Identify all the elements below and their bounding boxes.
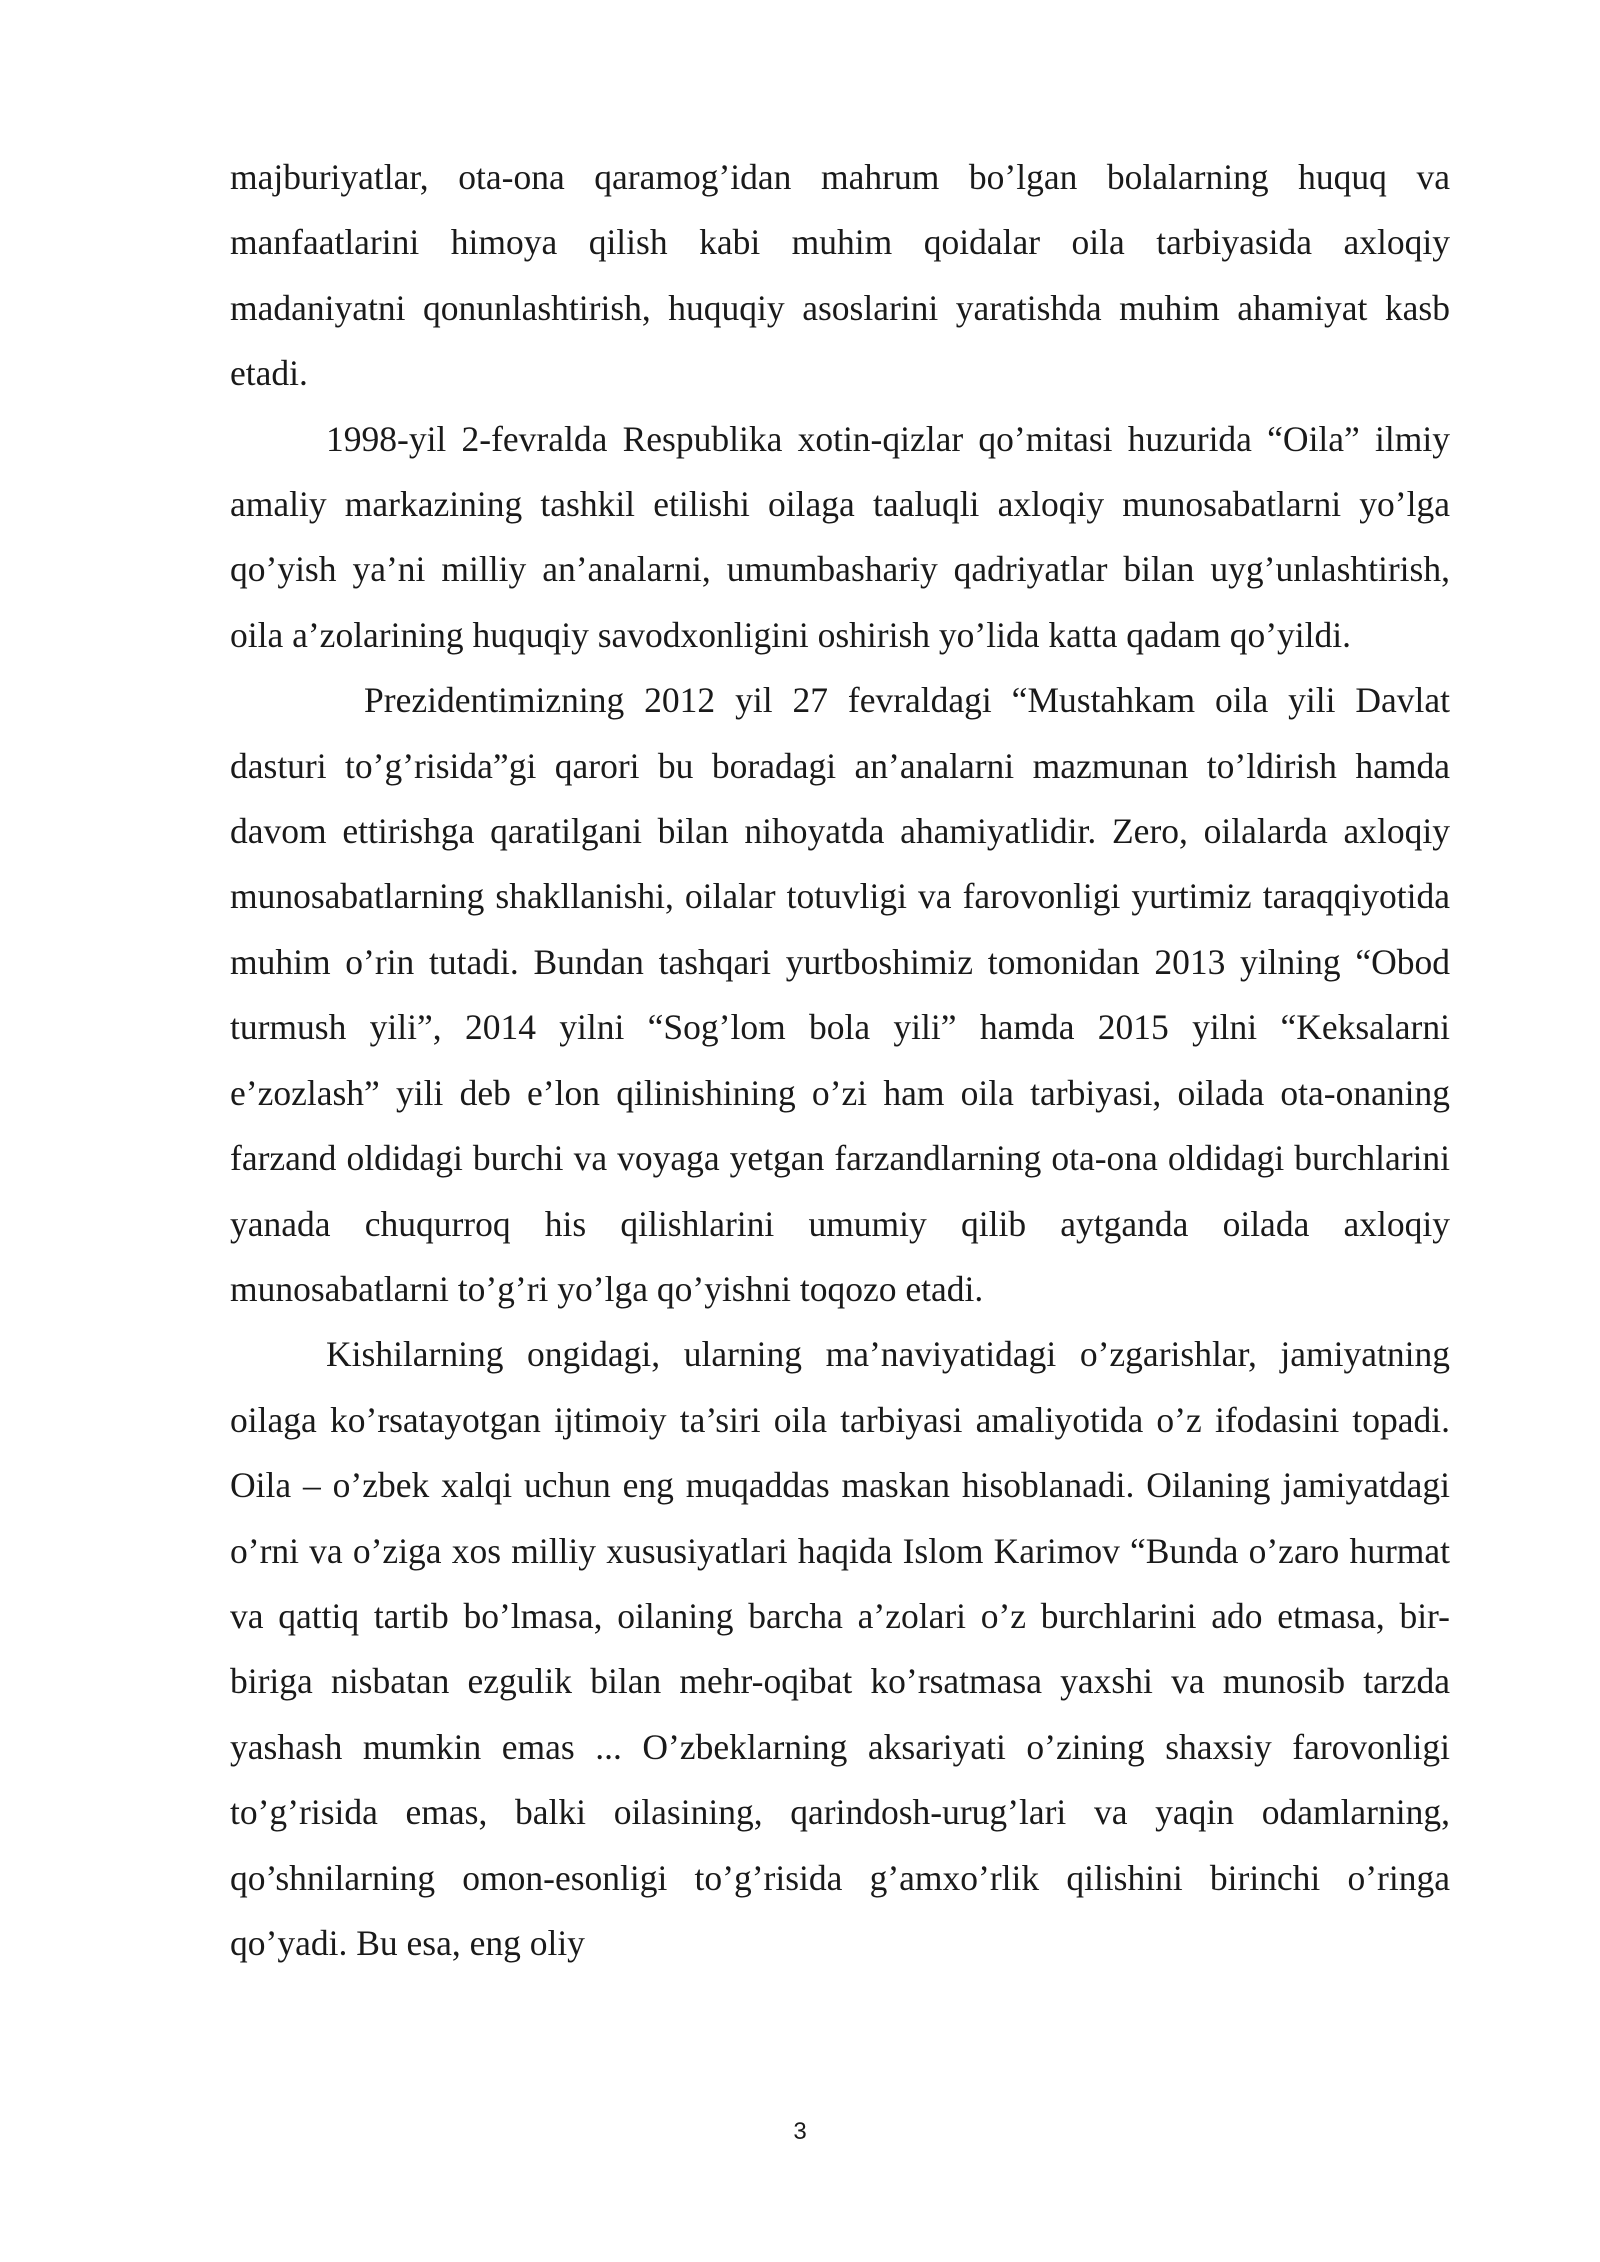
paragraph-oila-markazi: 1998-yil 2-fevralda Respublika xotin-qizlar qo’mitasi huzurida “Oila” ilmiy amaliy markazining tashkil etilishi oilaga taaluqli axloqiy munosabatlarni yo’lga qo’yish ya’ni milliy an’analarni, umumbashariy qadriyatlar bilan uyg’unlashtirish, oila a’zolarining huquqiy savodxonligini oshirish yo’lida katta qadam qo’yildi. [230,418,1450,655]
body-text [230,145,1450,1976]
paragraph-continuation: majburiyatlar, ota-ona qaramog’idan mahrum bo’lgan bolalarning huquq va manfaatlarini himoya qilish kabi muhim qoidalar oila tarbiyasida axloqiy madaniyatni qonunlashtirish, huquqiy asoslarini yaratishda muhim ahamiyat kasb etadi. [230,157,1450,394]
paragraph-kishilar-ongi: Kishilarning ongidagi, ularning ma’naviyatidagi o’zgarishlar, jamiyatning oilaga ko’rsatayotgan ijtimoiy ta’siri oila tarbiyasi amaliyotida o’z ifodasini topadi. Oila – o’zbek xalqi uchun eng muqaddas maskan hisoblanadi. Oilaning jamiyatdagi o’rni va o’ziga xos milliy xususiyatlari haqida Islom Karimov “Bunda o’zaro hurmat va qattiq tartib bo’lmasa, oilaning barcha a’zolari o’z burchlarini ado etmasa, bir-biriga nisbatan ezgulik bilan mehr-oqibat ko’rsatmasa yaxshi va munosib tarzda yashash mumkin emas ... O’zbeklarning aksariyati o’zining shaxsiy farovonligi to’g’risida emas, balki oilasining, qarindosh-urug’lari va yaqin odamlarning, qo’shnilarning omon-esonligi to’g’risida g’amxo’rlik qilishini birinchi o’ringa qo’yadi. Bu esa, eng oliy [230,1334,1450,1963]
page-number: 3 [793,2118,807,2145]
paragraph-prezident-qarori: Prezidentimizning 2012 yil 27 fevraldagi “Mustahkam oila yili Davlat dasturi to’g’risida”gi qarori bu boradagi an’analarni mazmunan to’ldirish hamda davom ettirishga qaratilgani bilan nihoyatda ahamiyatlidir. Zero, oilalarda axloqiy munosabatlarning shakllanishi, oilalar totuvligi va farovonligi yurtimiz taraqqiyotida muhim o’rin tutadi. Bundan tashqari yurtboshimiz tomonidan 2013 yilning “Obod turmush yili”, 2014 yilni “Sog’lom bola yili” hamda 2015 yilni “Keksalarni e’zozlash” yili deb e’lon qilinishining o’zi ham oila tarbiyasi, oilada ota-onaning farzand oldidagi burchi va voyaga yetgan farzandlarning ota-ona oldidagi burchlarini yanada chuqurroq his qilishlarini umumiy qilib aytganda oilada axloqiy munosabatlarni to’g’ri yo’lga qo’yishni toqozo etadi. [230,680,1450,1309]
